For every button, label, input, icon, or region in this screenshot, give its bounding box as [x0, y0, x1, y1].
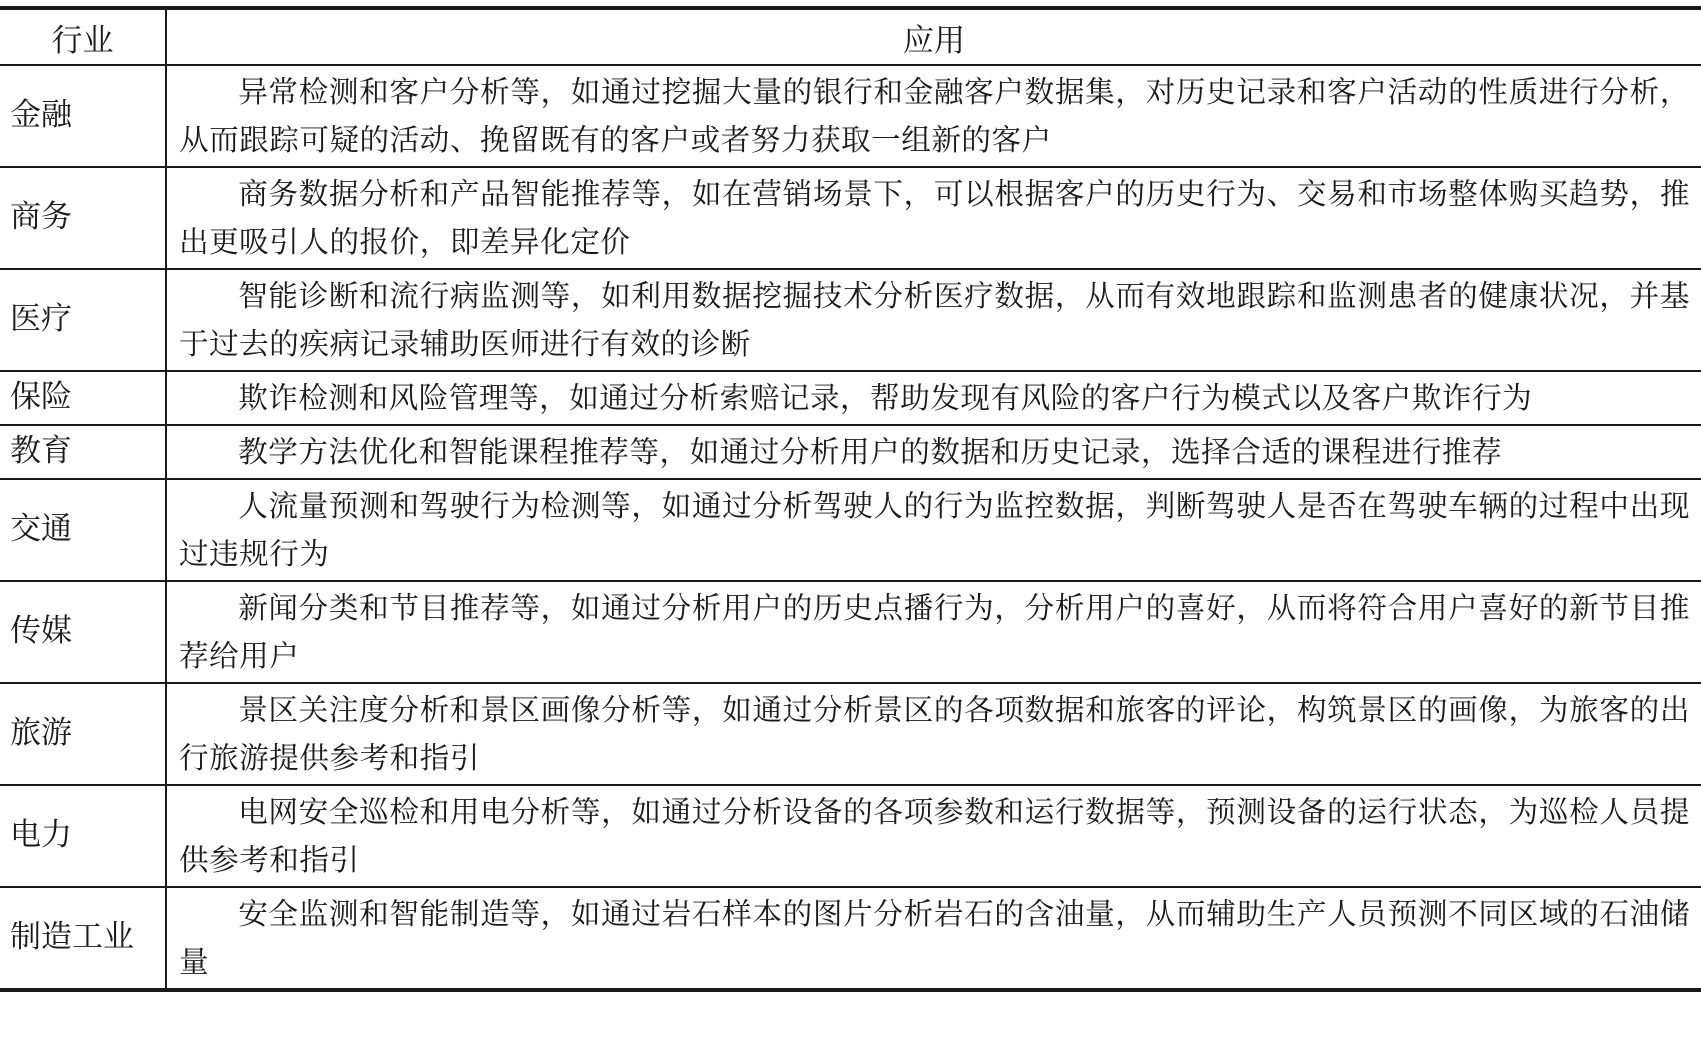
application-cell: 安全监测和智能制造等，如通过岩石样本的图片分析岩石的含油量，从而辅助生产人员预测不同区域的石油储量 — [166, 887, 1701, 990]
table-row — [0, 887, 1701, 990]
table-row — [0, 785, 1701, 887]
table-row — [0, 425, 1701, 479]
application-cell: 商务数据分析和产品智能推荐等，如在营销场景下，可以根据客户的历史行为、交易和市场整体购买趋势，推出更吸引人的报价，即差异化定价 — [166, 167, 1701, 269]
application-cell: 新闻分类和节目推荐等，如通过分析用户的历史点播行为，分析用户的喜好，从而将符合用户喜好的新节目推荐给用户 — [166, 581, 1701, 683]
table-row — [0, 65, 1701, 167]
header-industry: 行业 — [0, 8, 166, 65]
industry-cell: 保险 — [0, 371, 166, 425]
industry-cell: 传媒 — [0, 581, 166, 683]
application-cell: 教学方法优化和智能课程推荐等，如通过分析用户的数据和历史记录，选择合适的课程进行推荐 — [166, 425, 1701, 479]
table-row — [0, 269, 1701, 371]
table-row — [0, 167, 1701, 269]
application-cell: 人流量预测和驾驶行为检测等，如通过分析驾驶人的行为监控数据，判断驾驶人是否在驾驶车辆的过程中出现过违规行为 — [166, 479, 1701, 581]
table-row — [0, 683, 1701, 785]
header-application: 应用 — [166, 8, 1701, 65]
application-cell: 电网安全巡检和用电分析等，如通过分析设备的各项参数和运行数据等，预测设备的运行状态，为巡检人员提供参考和指引 — [166, 785, 1701, 887]
table-row — [0, 371, 1701, 425]
application-cell: 欺诈检测和风险管理等，如通过分析索赔记录，帮助发现有风险的客户行为模式以及客户欺诈行为 — [166, 371, 1701, 425]
table-header-row — [0, 8, 1701, 65]
industry-application-table — [0, 6, 1701, 992]
table-row — [0, 479, 1701, 581]
industry-cell: 医疗 — [0, 269, 166, 371]
table-row — [0, 581, 1701, 683]
application-cell: 异常检测和客户分析等，如通过挖掘大量的银行和金融客户数据集，对历史记录和客户活动的性质进行分析，从而跟踪可疑的活动、挽留既有的客户或者努力获取一组新的客户 — [166, 65, 1701, 167]
industry-cell: 电力 — [0, 785, 166, 887]
industry-cell: 金融 — [0, 65, 166, 167]
application-cell: 景区关注度分析和景区画像分析等，如通过分析景区的各项数据和旅客的评论，构筑景区的画像，为旅客的出行旅游提供参考和指引 — [166, 683, 1701, 785]
industry-cell: 旅游 — [0, 683, 166, 785]
industry-cell: 交通 — [0, 479, 166, 581]
industry-cell: 商务 — [0, 167, 166, 269]
industry-cell: 教育 — [0, 425, 166, 479]
application-cell: 智能诊断和流行病监测等，如利用数据挖掘技术分析医疗数据，从而有效地跟踪和监测患者的健康状况，并基于过去的疾病记录辅助医师进行有效的诊断 — [166, 269, 1701, 371]
industry-cell: 制造工业 — [0, 887, 166, 990]
